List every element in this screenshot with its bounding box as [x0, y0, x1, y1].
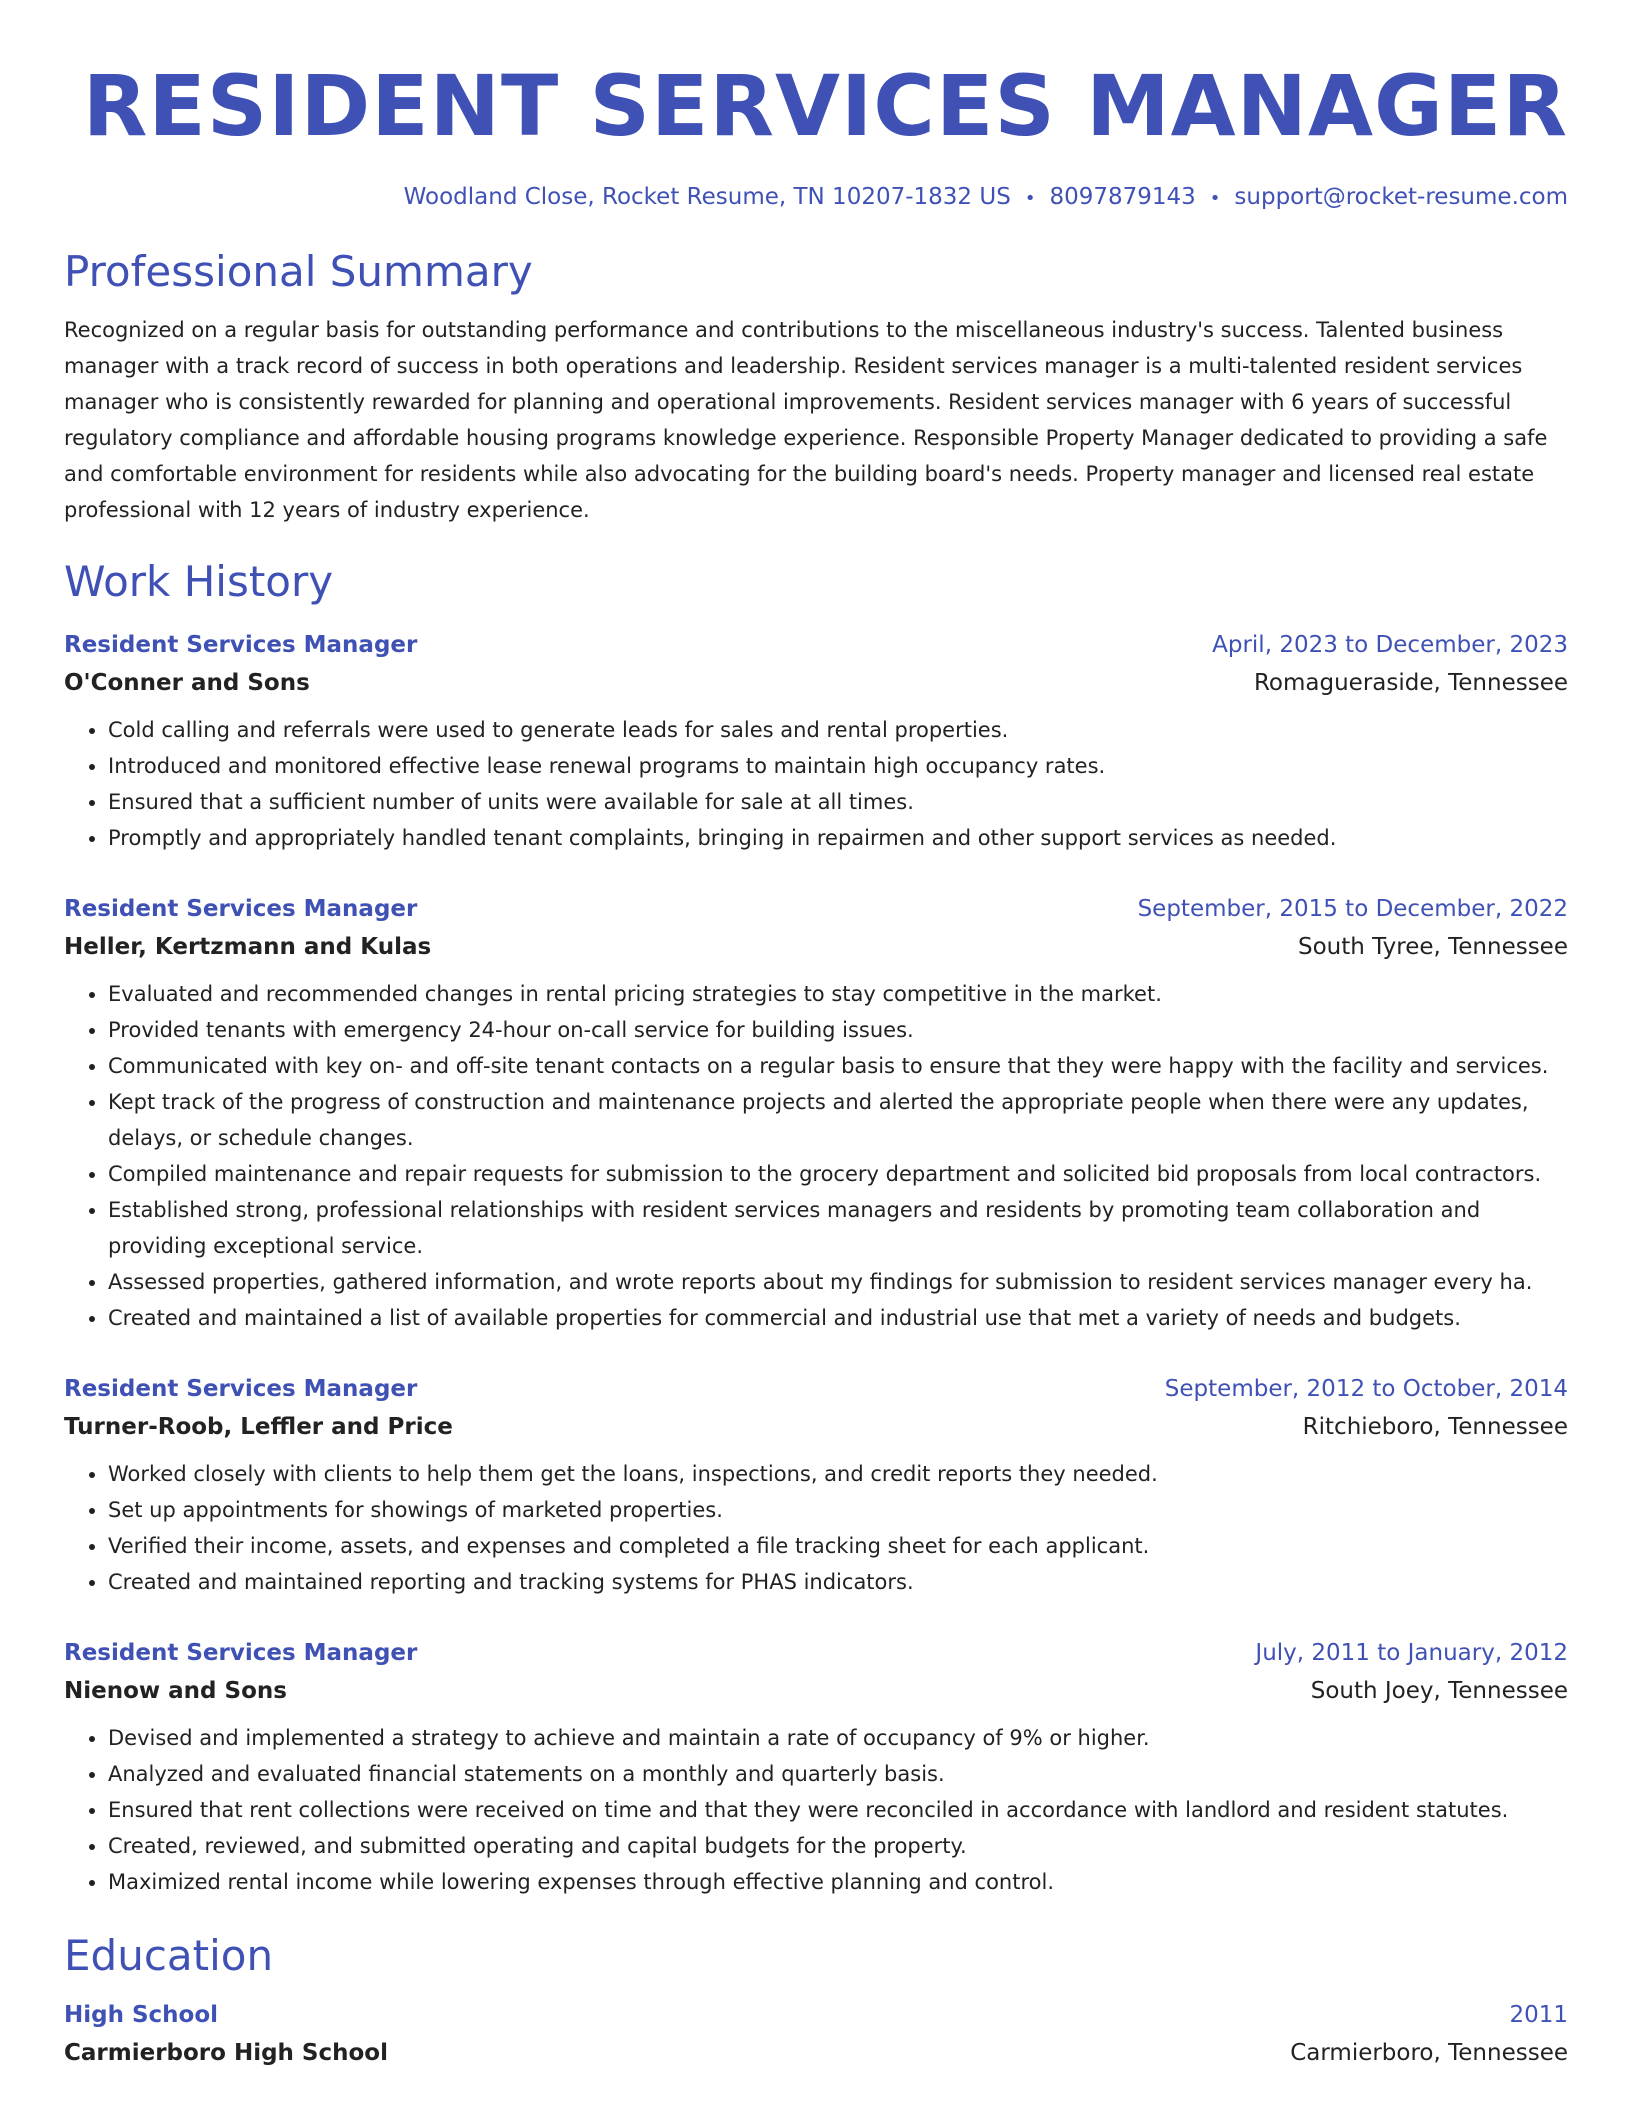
job-subheader: [64, 928, 1568, 966]
job-location: South Tyree, Tennessee: [1298, 934, 1568, 960]
job-subheader: [64, 1672, 1568, 1710]
contact-email[interactable]: support@rocket-resume.com: [1234, 184, 1568, 210]
job-entry: [64, 1634, 1568, 1900]
job-header: [64, 1370, 1568, 1408]
education-subheader: [64, 2034, 1568, 2072]
job-subheader: [64, 664, 1568, 702]
education-header: [64, 1996, 1568, 2034]
contact-separator: •: [1209, 188, 1221, 209]
job-dates: September, 2015 to December, 2022: [1137, 896, 1568, 922]
job-entry: [64, 626, 1568, 856]
job-company: Heller, Kertzmann and Kulas: [64, 934, 432, 960]
resume-header: [64, 0, 1568, 214]
education-year: 2011: [1509, 2002, 1568, 2028]
job-bullet: • Set up appointments for showings of marketed properties.: [108, 1492, 1568, 1528]
resume-page: [64, 0, 1568, 2072]
job-bullet: • Assessed properties, gathered information, and wrote reports about my findings for submission to resident services manager every ha.: [108, 1264, 1568, 1300]
contact-phone: 8097879143: [1049, 184, 1196, 210]
job-bullet: • Introduced and monitored effective lease renewal programs to maintain high occupancy rates.: [108, 748, 1568, 784]
job-bullet: • Worked closely with clients to help them get the loans, inspections, and credit reports they needed.: [108, 1456, 1568, 1492]
job-location: South Joey, Tennessee: [1310, 1678, 1568, 1704]
job-bullets: [64, 1720, 1568, 1900]
job-bullet: • Promptly and appropriately handled tenant complaints, bringing in repairmen and other support services as needed.: [108, 820, 1568, 856]
job-location: Romagueraside, Tennessee: [1253, 670, 1568, 696]
job-company: Nienow and Sons: [64, 1678, 287, 1704]
job-company: O'Conner and Sons: [64, 670, 310, 696]
job-company: Turner-Roob, Leffler and Price: [64, 1414, 453, 1440]
education-degree: High School: [64, 2002, 219, 2028]
job-bullets: [64, 712, 1568, 856]
job-title: Resident Services Manager: [64, 1376, 418, 1402]
job-bullet: • Established strong, professional relationships with resident services managers and residents by promoting team collaboration and providing exceptional service.: [108, 1192, 1568, 1264]
job-header: [64, 626, 1568, 664]
education-entry: [64, 1996, 1568, 2072]
job-entry: [64, 890, 1568, 1336]
job-bullet: • Kept track of the progress of construction and maintenance projects and alerted the appropriate people when there were any updates, delays, or schedule changes.: [108, 1084, 1568, 1156]
job-bullet: • Analyzed and evaluated financial statements on a monthly and quarterly basis.: [108, 1756, 1568, 1792]
section-title-education: Education: [64, 1931, 274, 1980]
job-entry: [64, 1370, 1568, 1600]
job-dates: September, 2012 to October, 2014: [1164, 1376, 1568, 1402]
job-bullet: • Communicated with key on- and off-site tenant contacts on a regular basis to ensure that they were happy with the facility and services.: [108, 1048, 1568, 1084]
job-subheader: [64, 1408, 1568, 1446]
job-location: Ritchieboro, Tennessee: [1302, 1414, 1568, 1440]
contact-separator: •: [1024, 188, 1036, 209]
job-bullet: • Created and maintained a list of available properties for commercial and industrial use that met a variety of needs and budgets.: [108, 1300, 1568, 1336]
job-bullet: • Cold calling and referrals were used to generate leads for sales and rental properties.: [108, 712, 1568, 748]
contact-line: [64, 182, 1568, 214]
job-title: Resident Services Manager: [64, 632, 418, 658]
job-bullet: • Compiled maintenance and repair requests for submission to the grocery department and solicited bid proposals from local contractors.: [108, 1156, 1568, 1192]
section-title-work-history: Work History: [64, 557, 334, 606]
job-bullets: [64, 1456, 1568, 1600]
job-bullet: • Evaluated and recommended changes in rental pricing strategies to stay competitive in the market.: [108, 976, 1568, 1012]
candidate-name: RESIDENT SERVICES MANAGER: [82, 57, 1568, 155]
job-bullet: • Provided tenants with emergency 24-hour on-call service for building issues.: [108, 1012, 1568, 1048]
job-bullet: • Verified their income, assets, and expenses and completed a file tracking sheet for each applicant.: [108, 1528, 1568, 1564]
contact-address: Woodland Close, Rocket Resume, TN 10207-1832 US: [403, 184, 1011, 210]
job-bullet: • Ensured that rent collections were received on time and that they were reconciled in accordance with landlord and resident statutes.: [108, 1792, 1568, 1828]
job-bullet: • Devised and implemented a strategy to achieve and maintain a rate of occupancy of 9% or higher.: [108, 1720, 1568, 1756]
job-header: [64, 890, 1568, 928]
job-bullet: • Created and maintained reporting and tracking systems for PHAS indicators.: [108, 1564, 1568, 1600]
job-bullet: • Created, reviewed, and submitted operating and capital budgets for the property.: [108, 1828, 1568, 1864]
job-dates: July, 2011 to January, 2012: [1255, 1640, 1568, 1666]
section-title-summary: Professional Summary: [64, 247, 533, 296]
job-dates: April, 2023 to December, 2023: [1212, 632, 1568, 658]
job-title: Resident Services Manager: [64, 896, 418, 922]
job-header: [64, 1634, 1568, 1672]
job-bullet: • Ensured that a sufficient number of units were available for sale at all times.: [108, 784, 1568, 820]
education-location: Carmierboro, Tennessee: [1290, 2040, 1568, 2066]
job-bullets: [64, 976, 1568, 1336]
job-title: Resident Services Manager: [64, 1640, 418, 1666]
summary-text: Recognized on a regular basis for outstanding performance and contributions to the miscellaneous industry's success. Talented business manager with a track record of success in both operations and leadership. Resident services manager is a multi-talented resident services manager who is consistently rewarded for planning and operational improvements. Resident services manager with 6 years of successful regulatory compliance and affordable housing programs knowledge experience. Responsible Property Manager dedicated to providing a safe and comfortable environment for residents while also advocating for the building board's needs. Property manager and licensed real estate professional with 12 years of industry experience.: [64, 318, 1548, 522]
education-school: Carmierboro High School: [64, 2040, 388, 2066]
job-bullet: • Maximized rental income while lowering expenses through effective planning and control.: [108, 1864, 1568, 1900]
